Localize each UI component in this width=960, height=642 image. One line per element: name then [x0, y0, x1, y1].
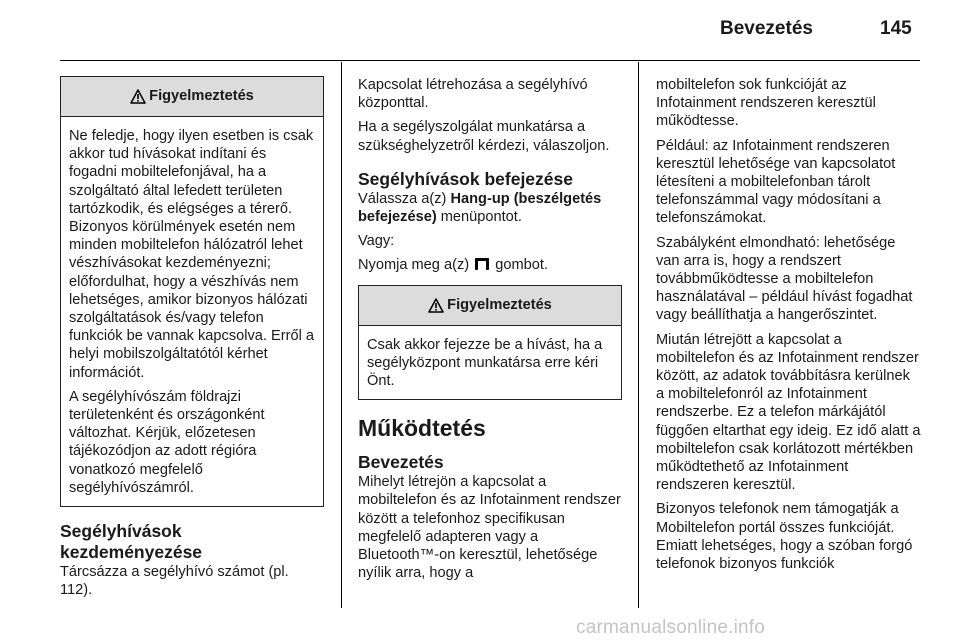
intro-paragraph: Ha a segélyszolgálat munkatársa a szükséghelyzetről kérdezi, válaszoljon. [358, 119, 610, 154]
hang-up-phone-icon [473, 257, 491, 271]
sub-heading: Bevezetés [358, 452, 444, 473]
warning-body [359, 326, 621, 400]
column-divider-left [341, 62, 342, 608]
warning-paragraph: A segélyhívószám földrajzi területenként és országonként változhat. Kérjük, előzetesen tájékozódjon az adott régióra vonatkozó megfelelő segélyhívószámról. [69, 388, 265, 496]
warning-title: Figyelmeztetés [149, 88, 254, 105]
middle-column [358, 76, 622, 588]
section-text: Tárcsázza a segélyhívó számot (pl. 112). [60, 564, 289, 599]
warning-box [358, 285, 622, 401]
paragraph: mobiltelefon sok funkcióját az Infotainment rendszeren keresztül működtesse. [656, 77, 876, 130]
paragraph: Bizonyos telefonok nem támogatják a Mobiltelefon portál összes funkcióját. Emiatt lehetséges, hogy a szóban forgó telefonok bizonyos funkciók [656, 501, 913, 573]
warning-box [60, 76, 324, 507]
page-number: 145 [880, 18, 912, 39]
page-header-title: Bevezetés [720, 18, 813, 39]
end-calls-text: Válassza a(z) Hang-up (beszélgetés befejezése) menüpontot. [358, 190, 602, 226]
watermark-url: carmanualsonline.info [576, 617, 766, 638]
intro-paragraph: Kapcsolat létrehozása a segélyhívó központtal. [358, 77, 588, 112]
end-calls-heading: Segélyhívások befejezése [358, 168, 573, 189]
warning-triangle-icon [428, 298, 444, 313]
main-heading: Működtetés [358, 415, 486, 442]
warning-paragraph: Csak akkor fejezze be a hívást, ha a segélyközpont munkatársa erre kéri Önt. [367, 336, 603, 390]
press-button-text: Nyomja meg a(z) gombot. [358, 257, 548, 274]
menu-item-hang-up: Hang-up (beszélgetés befejezése) [358, 190, 602, 226]
warning-triangle-icon [130, 89, 146, 104]
paragraph: Például: az Infotainment rendszeren keresztül lehetősége van kapcsolatot létesíteni a mobiltelefonban tárolt telefonszámmal vagy módosítani a telefonszámokat. [656, 137, 896, 227]
warning-body [61, 117, 323, 506]
right-column [656, 76, 922, 579]
sub-text: Mihelyt létrejön a kapcsolat a mobiltelefon és az Infotainment rendszer között a telefonhoz specifikusan megfelelő adapteren vagy a Bluetooth™-on keresztül, lehetősége nyílik arra, hogy a [358, 474, 621, 582]
warning-paragraph: Ne feledje, hogy ilyen esetben is csak akkor tud hívásokat indítani és fogadni mobiltelefonjával, ha a szolgáltató által lefedett területen tartózkodik, és elégséges a térerő. Bizonyos körülmények esetén nem minden mobiltelefon hálózatról lehet vészhívásokat kezdeményezni; előfordulhat, hogy a vészhívás nem lehetséges, amikor bizonyos hálózati szolgáltatások és/vagy telefon funkciók be vannak kapcsolva. Erről a helyi mobilszolgáltatótól kérhet információt. [69, 128, 314, 381]
warning-header [359, 286, 621, 326]
paragraph: Miután létrejött a kapcsolat a mobiltelefon és az Infotainment rendszer között, az adatok továbbításra kerülnek a mobiltelefonról az Infotainment rendszerbe. Ez a telefon márkájától függően eltarthat egy ideig. Ez idő alatt a mobiltelefon csak korlátozott mértékben működtethető az Infotainment rendszeren keresztül. [656, 331, 921, 494]
warning-title: Figyelmeztetés [447, 297, 552, 314]
section-heading: Segélyhívások kezdeményezése [60, 521, 203, 563]
warning-header [61, 77, 323, 117]
header-divider [60, 60, 920, 61]
left-column [60, 76, 324, 605]
or-text: Vagy: [358, 233, 395, 250]
paragraph: Szabályként elmondható: lehetősége van arra is, hogy a rendszert továbbműködtesse a mobiltelefon használatával – például hívást fogadhat vagy beállíthatja a hangerőszintet. [656, 234, 913, 324]
column-divider-right [638, 62, 639, 608]
